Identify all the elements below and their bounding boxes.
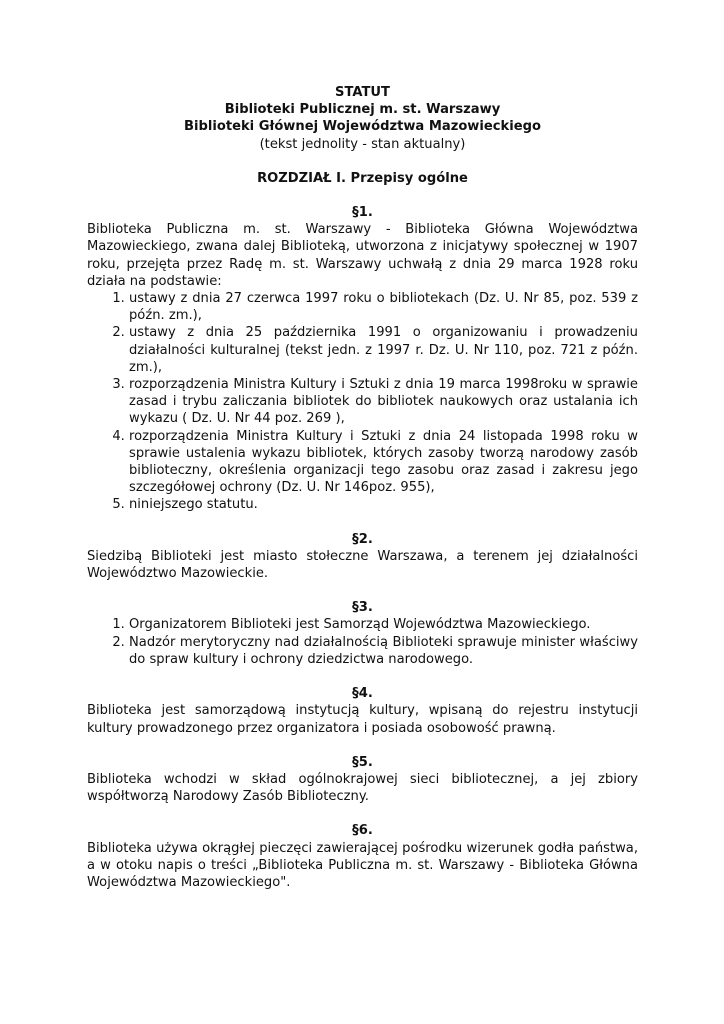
document-version-note: (tekst jednolity - stan aktualny) <box>259 136 466 152</box>
document-header <box>87 84 638 153</box>
section-2-text: Siedzibą Biblioteki jest miasto stołeczne Warszawa, a terenem jej działalności Województwo Mazowieckie. <box>87 548 638 582</box>
document-title: STATUT <box>335 85 390 100</box>
section-4-title: §4. <box>352 686 373 702</box>
section-3-item-2: 2. Nadzór merytoryczny nad działalnością Biblioteki sprawuje minister właściwy do spraw kultury i ochrony dziedzictwa narodowego. <box>129 634 638 668</box>
section-1-item-2: 2. ustawy z dnia 25 października 1991 o organizowaniu i prowadzeniu działalności kulturalnej (tekst jedn. z 1997 r. Dz. U. Nr 110, poz. 721 z późn. zm.), <box>129 324 638 376</box>
section-1-item-4: 4. rozporządzenia Ministra Kultury i Sztuki z dnia 24 listopada 1998 roku w sprawie ustalenia wykazu bibliotek, których zasoby tworzą narodowy zasób biblioteczny, określenia organizacji tego zasobu oraz zasad i zakresu jego szczegółowej ochrony (Dz. U. Nr 146poz. 955), <box>129 428 638 497</box>
section-3-item-1: 1. Organizatorem Biblioteki jest Samorząd Województwa Mazowieckiego. <box>129 616 638 633</box>
section-5-title: §5. <box>352 754 373 770</box>
section-5-text: Biblioteka wchodzi w skład ogólnokrajowej sieci bibliotecznej, a jej zbiory współtworzą Narodowy Zasób Biblioteczny. <box>87 771 638 805</box>
section-1-item-1: 1. ustawy z dnia 27 czerwca 1997 roku o bibliotekach (Dz. U. Nr 85, poz. 539 z późn. zm.), <box>129 290 638 324</box>
section-1-item-3: 3. rozporządzenia Ministra Kultury i Sztuki z dnia 19 marca 1998roku w sprawie zasad i trybu zaliczania bibliotek do bibliotek naukowych oraz ustalania ich wykazu ( Dz. U. Nr 44 poz. 269 ), <box>129 376 638 428</box>
section-3-list <box>87 616 638 668</box>
section-1-intro: Biblioteka Publiczna m. st. Warszawy - Biblioteka Główna Województwa Mazowieckiego, zwana dalej Biblioteką, utworzona z inicjatywy społecznej w 1907 roku, przejęta przez Radę m. st. Warszawy uchwałą z dnia 29 marca 1928 roku działa na podstawie: <box>87 222 638 289</box>
document-subtitle-library: Biblioteki Publicznej m. st. Warszawy <box>224 102 501 118</box>
section-3-title: §3. <box>352 600 373 616</box>
chapter-heading: ROZDZIAŁ I. Przepisy ogólne <box>257 170 468 186</box>
section-1-item-5: 5. niniejszego statutu. <box>129 496 638 513</box>
document-page <box>87 84 638 891</box>
section-4-text: Biblioteka jest samorządową instytucją kultury, wpisaną do rejestru instytucji kultury prowadzonego przez organizatora i posiada osobowość prawną. <box>87 703 638 736</box>
document-subtitle-main-library: Biblioteki Głównej Województwa Mazowieckiego <box>184 119 541 135</box>
section-2-title: §2. <box>352 531 373 547</box>
section-1-list <box>87 290 638 514</box>
section-1-title: §1. <box>352 205 373 221</box>
section-6-text: Biblioteka używa okrągłej pieczęci zawierającej pośrodku wizerunek godła państwa, a w otoku napis o treści „Biblioteka Publiczna m. st. Warszawy - Biblioteka Główna Województwa Mazowieckiego". <box>87 840 638 890</box>
section-6-title: §6. <box>352 823 373 839</box>
